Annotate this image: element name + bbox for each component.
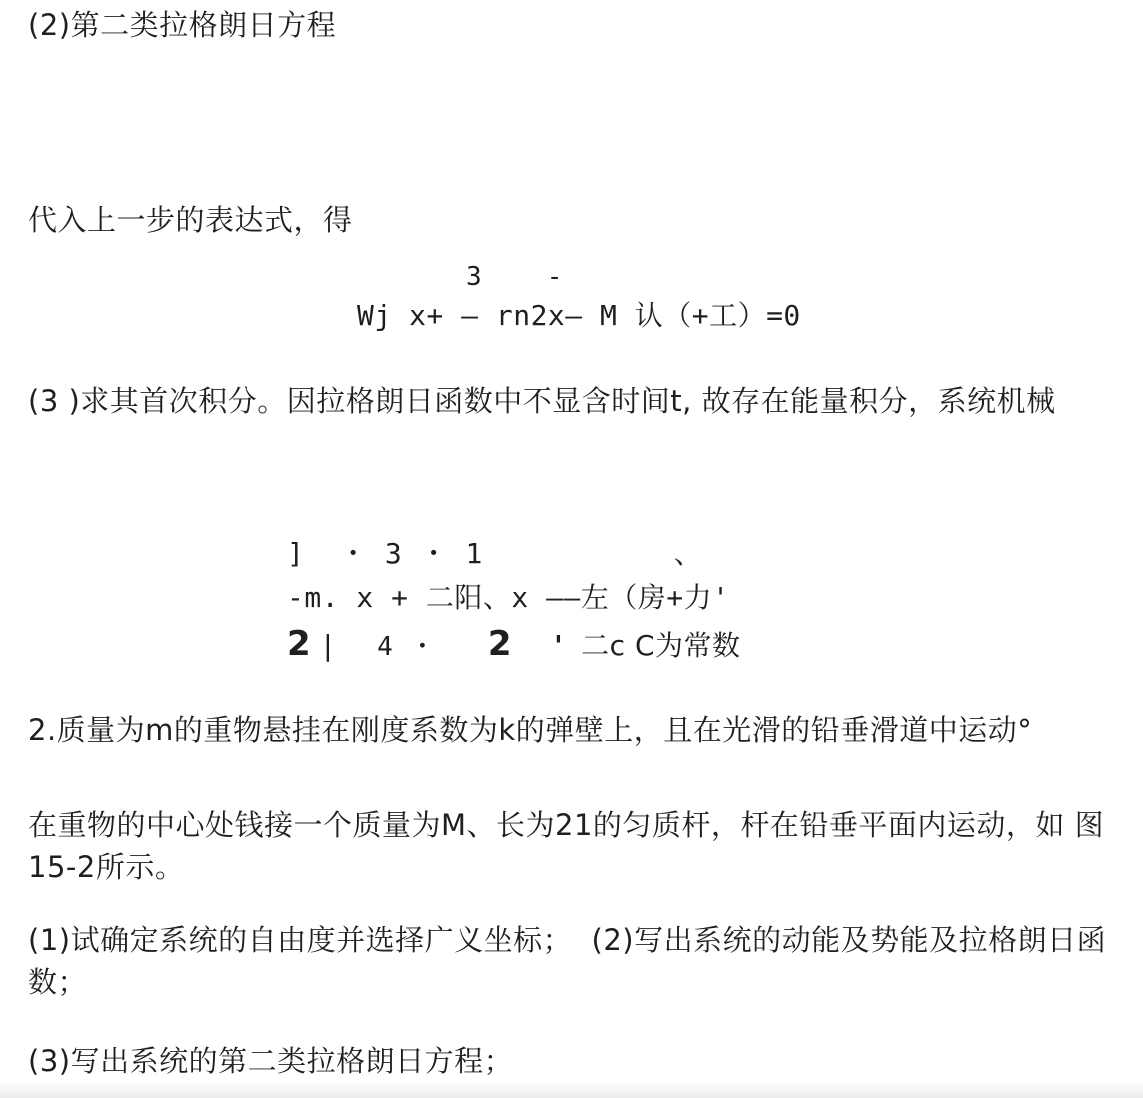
equation2-line1: ] ・ 3 ・ 1 、 bbox=[287, 537, 703, 570]
page-bottom-shade bbox=[0, 1082, 1143, 1098]
problem2-body-line2: 15-2所示。 bbox=[28, 850, 185, 884]
equation2-line3-coefficient-b: 2 bbox=[487, 624, 513, 664]
questions-line1: (1)试确定系统的自由度并选择广义坐标； (2)写出系统的动能及势能及拉格朗日函 bbox=[28, 923, 1107, 957]
problem2-intro: 2.质量为m的重物悬挂在刚度系数为k的弹壁上，且在光滑的铅垂滑道中运动° bbox=[28, 713, 1033, 747]
section-heading: (2)第二类拉格朗日方程 bbox=[28, 8, 337, 42]
paragraph-substitute: 代入上一步的表达式，得 bbox=[28, 203, 353, 237]
problem2-body-line1: 在重物的中心处钱接一个质量为M、长为21的匀质杆，杆在铅垂平面内运动，如 图 bbox=[28, 808, 1105, 842]
equation2-line3 bbox=[287, 624, 741, 665]
equation2-line3-constant-note: 二c C为常数 bbox=[581, 629, 741, 662]
equation2-line3-bar: | bbox=[323, 629, 334, 662]
equation2-line3-middle: 4 ・ bbox=[377, 632, 436, 662]
questions-line2: 数； bbox=[28, 965, 88, 999]
equation1-upper-line: 3 - bbox=[466, 262, 563, 292]
equation2-line3-coefficient-a: 2 bbox=[287, 624, 312, 664]
question3-line: (3)写出系统的第二类拉格朗日方程； bbox=[28, 1044, 514, 1078]
paragraph-first-integral: (3 )求其首次积分。因拉格朗日函数中不显含时间t, 故存在能量积分，系统机械 bbox=[28, 384, 1056, 418]
equation2-line2: -m. x + 二阳、x ——左（房+力' bbox=[287, 581, 730, 614]
equation2-line3-prime: ' bbox=[554, 629, 564, 662]
equation1-main-line: Wj x+ — rn2x— M 认（+工）=0 bbox=[357, 299, 801, 332]
